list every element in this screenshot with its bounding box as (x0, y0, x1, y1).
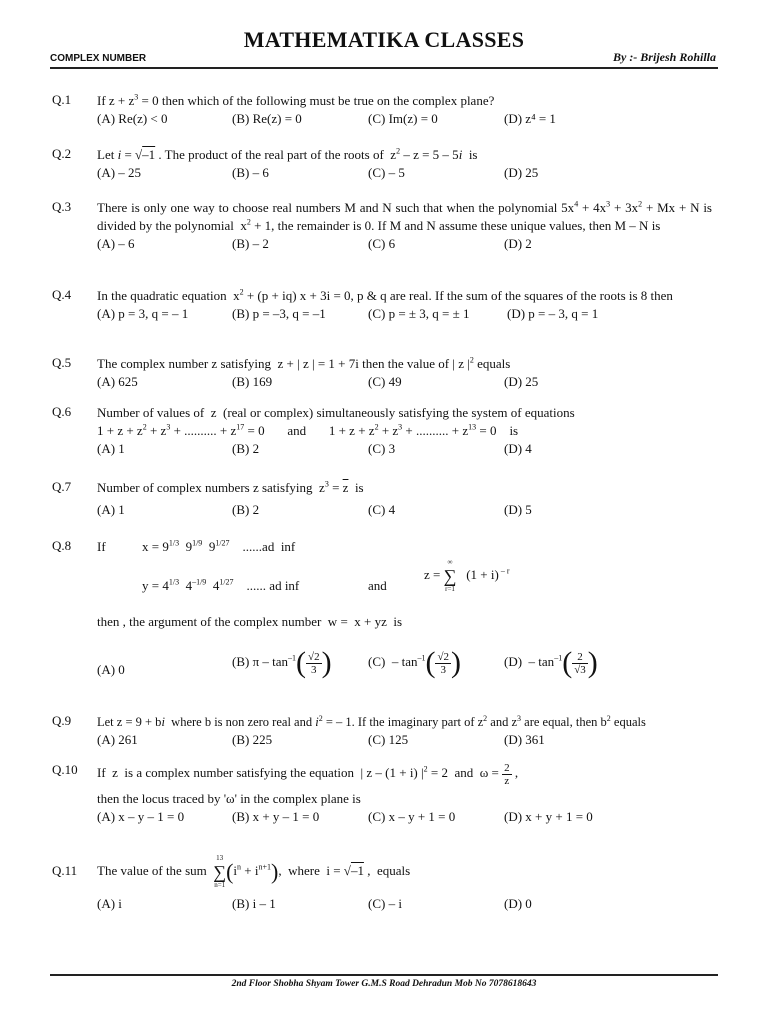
option-d: (D) p = – 3, q = 1 (507, 306, 599, 321)
option-b: (B) – 2 (232, 236, 269, 251)
question-6 (52, 404, 712, 458)
question-number: Q.9 (52, 713, 72, 728)
question-number: Q.1 (52, 92, 72, 107)
question-text: There is only one way to choose real numbers M and N such that when the polynomial $5x^4 + 4x^3 + 3x^2 + Mx + N$ is divided by the polynomial $x^2 + 1$, the remainder is 0. If M and N assume these unique values, then M – N is (97, 199, 712, 233)
question-8 (52, 538, 712, 698)
option-a: (A) – 25 (97, 165, 142, 180)
page-title: MATHEMATIKA CLASSES (243, 27, 525, 52)
options-row (97, 373, 712, 391)
option-d: (D) 0 (504, 896, 532, 911)
option-a: (A) 1 (97, 502, 125, 517)
question-text: Number of values of z (real or complex) simultaneously satisfying the system of equations $1 + z + z^2 + z^3$ + .......... + $z^{17} = 0$ and $1 + z + z^2 + z^3$ + .......... + $z^{13} = 0$ is (97, 405, 575, 438)
option-d: $(D) - \tan^{-1}$( $\frac{2}{√3}$ ) (504, 646, 598, 680)
option-b: (B) i – 1 (232, 896, 276, 911)
question-number: Q.8 (52, 538, 72, 553)
question-1 (52, 92, 712, 128)
question-number: Q.2 (52, 146, 72, 161)
option-c: (C) 49 (368, 374, 402, 389)
question-number: Q.4 (52, 287, 72, 302)
option-b: (B) 2 (232, 441, 260, 456)
options-row (97, 164, 712, 182)
options-row (97, 440, 712, 458)
option-d: (D) z⁴ = 1 (504, 111, 556, 126)
question-number: Q.5 (52, 355, 72, 370)
footer-address: 2nd Floor Shobha Shyam Tower G.M.S Road Dehradun Mob No 7078618643 (231, 979, 537, 989)
question-text: Let i = √–1 . The product of the real part of the roots of $z^2 - z = 5 - 5i$ is (97, 146, 478, 162)
equation-x: $x = 9^{1/3}$ $9^{1/9}$ $9^{1/27}$ ......ad inf (142, 538, 296, 554)
question-3 (52, 199, 712, 253)
option-c: (C) p = ± 3, q = ± 1 (368, 306, 470, 321)
question-4 (52, 287, 712, 323)
option-b: (B) Re(z) = 0 (232, 111, 302, 126)
header-rule (50, 67, 718, 69)
option-c: (C) 3 (368, 441, 396, 456)
options-row (97, 808, 712, 826)
option-b: (B) 225 (232, 732, 273, 747)
footer-rule (50, 974, 718, 976)
author-label: By :- Brijesh Rohilla (612, 50, 716, 64)
option-c: (C) 4 (368, 502, 396, 517)
option-d: (D) x + y + 1 = 0 (504, 809, 593, 824)
option-c: $(C) - \tan^{-1}$( $\frac{√2}{3}$ ) (368, 646, 462, 680)
options-row (97, 501, 712, 519)
option-a: (A) 625 (97, 374, 138, 389)
question-text: If z is a complex number satisfying the equation | z – (1 + i) $|^2 = 2$ and ω = $\frac{2}{z}$ , (97, 761, 519, 787)
and-label: and (368, 578, 387, 593)
question-text-2: then the locus traced by 'ω' in the complex plane is (97, 791, 361, 806)
option-c: (C) – 5 (368, 165, 405, 180)
option-c: (C) 6 (368, 236, 396, 251)
option-c: (C) Im(z) = 0 (368, 111, 438, 126)
question-text: The value of the sum 13 ∑ n=1 $(i^n + i^{n+1})$, where i = √–1 , equals (97, 854, 411, 890)
options-row (97, 235, 712, 253)
question-text: Number of complex numbers z satisfying $z^3 = \overline{z}$ is (97, 479, 364, 495)
options-row (97, 305, 712, 323)
question-11 (52, 851, 712, 913)
option-d: (D) 5 (504, 502, 532, 517)
option-b: (B) x + y – 1 = 0 (232, 809, 320, 824)
question-9 (52, 713, 712, 749)
option-a: (A) i (97, 896, 122, 911)
question-number: Q.7 (52, 479, 72, 494)
options-row (97, 731, 712, 749)
question-text: If (97, 539, 106, 554)
option-a: (A) 261 (97, 732, 138, 747)
question-number: Q.3 (52, 199, 72, 214)
equation-y: $y = 4^{1/3}$ $4^{-1/9}$ $4^{1/27}$ ...... ad inf (142, 577, 300, 593)
question-text: Let z = 9 + bi where b is non zero real and $i^2$ = – 1. If the imaginary part of $z^2$ and $z^3$ are equal, then $b^2$ equals (97, 713, 646, 729)
equation-z: z = ∞ ∑ r=1 (1 + i) $^{- r}$ (424, 558, 510, 593)
question-number: Q.10 (52, 762, 78, 777)
question-7 (52, 479, 712, 519)
option-d: (D) 25 (504, 165, 539, 180)
option-d: (D) 361 (504, 732, 545, 747)
option-b: (B) 169 (232, 374, 273, 389)
question-text: In the quadratic equation $x^2 + (p + iq) x + 3i = 0$, p & q are real. If the sum of the squares of the roots is 8 then (97, 287, 673, 303)
option-b: (B) 2 (232, 502, 260, 517)
option-a: (A) x – y – 1 = 0 (97, 809, 185, 824)
option-c: (C) 125 (368, 732, 409, 747)
question-number: Q.11 (52, 863, 78, 878)
option-b: (B) – 6 (232, 165, 269, 180)
option-a: (A) p = 3, q = – 1 (97, 306, 189, 321)
option-c: (C) – i (368, 896, 402, 911)
option-d: (D) 25 (504, 374, 539, 389)
option-a: (A) 1 (97, 441, 125, 456)
question-2 (52, 146, 712, 182)
option-d: (D) 4 (504, 441, 532, 456)
option-a: (A) 0 (97, 662, 125, 677)
question-text: The complex number z satisfying z + | z | = 1 + 7i then the value of | z $|^2$ equals (97, 355, 511, 371)
subject-label: COMPLEX NUMBER (50, 53, 147, 64)
option-a: (A) Re(z) < 0 (97, 111, 168, 126)
question-number: Q.6 (52, 404, 72, 419)
question-5 (52, 355, 712, 391)
question-text: If $z + z^3 = 0$ then which of the following must be true on the complex plane? (97, 92, 495, 108)
question-text-2: then , the argument of the complex number w = x + yz is (97, 614, 403, 629)
question-10 (52, 756, 712, 826)
option-b: (B) π – $\tan^{-1}$( $\frac{√2}{3}$ ) (232, 646, 332, 680)
options-row (97, 895, 712, 913)
option-d: (D) 2 (504, 236, 532, 251)
options-row (97, 110, 712, 128)
option-c: (C) x – y + 1 = 0 (368, 809, 456, 824)
option-a: (A) – 6 (97, 236, 135, 251)
option-b: (B) p = –3, q = –1 (232, 306, 326, 321)
